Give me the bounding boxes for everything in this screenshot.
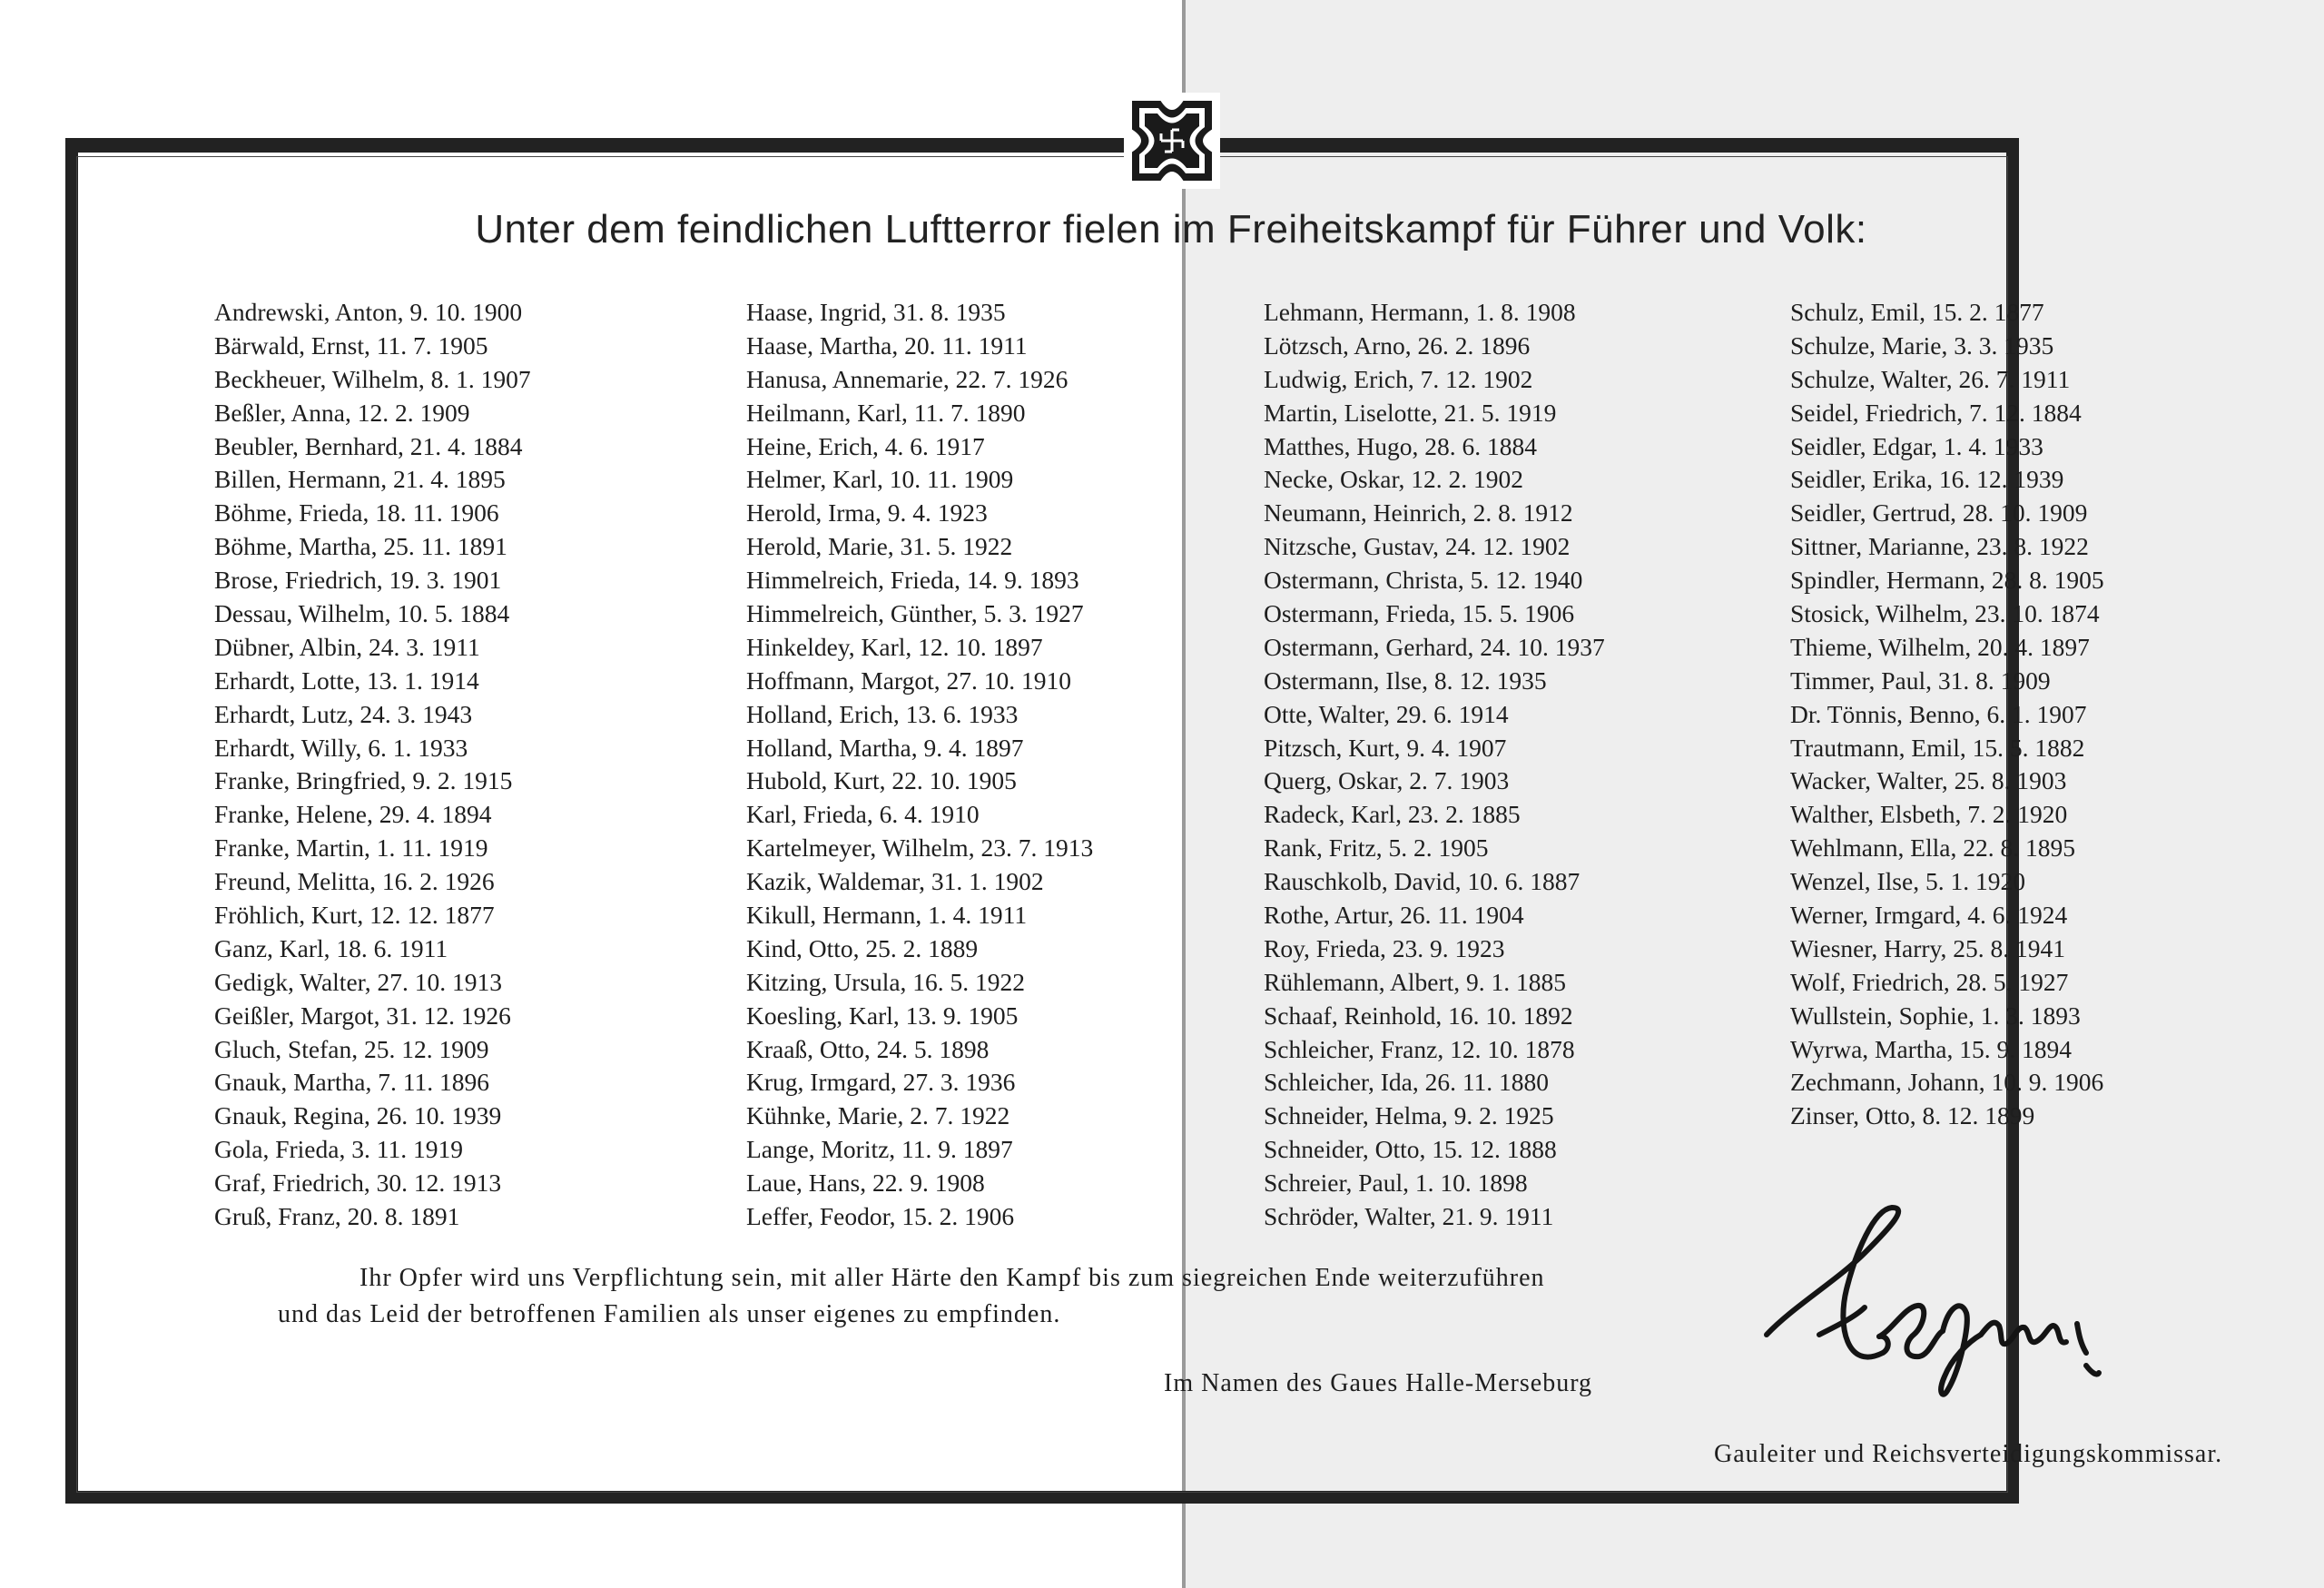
closing-text-line-1: Ihr Opfer wird uns Verpflichtung sein, mit aller Härte den Kampf bis zum siegreichen Ende weiterzuführen xyxy=(359,1264,1545,1292)
list-item: Heilmann, Karl, 11. 7. 1890 xyxy=(746,398,1026,427)
list-item: Laue, Hans, 22. 9. 1908 xyxy=(746,1169,985,1198)
list-item: Spindler, Hermann, 28. 8. 1905 xyxy=(1790,566,2104,595)
list-item: Pitzsch, Kurt, 9. 4. 1907 xyxy=(1264,733,1507,762)
list-item: Wacker, Walter, 25. 8. 1903 xyxy=(1790,766,2067,795)
list-item: Zechmann, Johann, 10. 9. 1906 xyxy=(1790,1068,2104,1097)
list-item: Kikull, Hermann, 1. 4. 1911 xyxy=(746,901,1028,930)
list-item: Ostermann, Frieda, 15. 5. 1906 xyxy=(1264,599,1575,628)
list-item: Gnauk, Regina, 26. 10. 1939 xyxy=(214,1101,502,1130)
list-item: Ostermann, Ilse, 8. 12. 1935 xyxy=(1264,666,1547,695)
list-item: Böhme, Frieda, 18. 11. 1906 xyxy=(214,498,499,528)
name-column-4 xyxy=(1790,296,2104,1133)
page-title: Unter dem feindlichen Luftterror fielen im Freiheitskampf für Führer und Volk: xyxy=(475,207,1867,252)
list-item: Hubold, Kurt, 22. 10. 1905 xyxy=(746,766,1017,795)
list-item: Karl, Frieda, 6. 4. 1910 xyxy=(746,800,980,829)
list-item: Rauschkolb, David, 10. 6. 1887 xyxy=(1264,867,1581,896)
list-item: Bärwald, Ernst, 11. 7. 1905 xyxy=(214,330,488,360)
list-item: Ostermann, Gerhard, 24. 10. 1937 xyxy=(1264,632,1605,661)
list-item: Nitzsche, Gustav, 24. 12. 1902 xyxy=(1264,532,1571,561)
list-item: Franke, Bringfried, 9. 2. 1915 xyxy=(214,766,513,795)
list-item: Rothe, Artur, 26. 11. 1904 xyxy=(1264,901,1524,930)
list-item: Herold, Marie, 31. 5. 1922 xyxy=(746,532,1013,561)
list-item: Leffer, Feodor, 15. 2. 1906 xyxy=(746,1202,1015,1231)
list-item: Hinkeldey, Karl, 12. 10. 1897 xyxy=(746,632,1043,661)
list-item: Dübner, Albin, 24. 3. 1911 xyxy=(214,632,480,661)
list-item: Martin, Liselotte, 21. 5. 1919 xyxy=(1264,398,1557,427)
list-item: Gluch, Stefan, 25. 12. 1909 xyxy=(214,1034,489,1063)
list-item: Gola, Frieda, 3. 11. 1919 xyxy=(214,1135,463,1164)
name-column-3 xyxy=(1264,296,1605,1234)
list-item: Schulze, Walter, 26. 7. 1911 xyxy=(1790,364,2071,393)
list-item: Schulz, Emil, 15. 2. 1877 xyxy=(1790,298,2044,326)
list-item: Erhardt, Lutz, 24. 3. 1943 xyxy=(214,699,473,728)
list-item: Trautmann, Emil, 15. 5. 1882 xyxy=(1790,733,2085,762)
list-item: Wyrwa, Martha, 15. 9. 1894 xyxy=(1790,1034,2072,1063)
list-item: Kühnke, Marie, 2. 7. 1922 xyxy=(746,1101,1010,1130)
list-item: Hoffmann, Margot, 27. 10. 1910 xyxy=(746,666,1071,695)
list-item: Schaaf, Reinhold, 16. 10. 1892 xyxy=(1264,1001,1573,1030)
list-item: Herold, Irma, 9. 4. 1923 xyxy=(746,498,988,528)
list-item: Gruß, Franz, 20. 8. 1891 xyxy=(214,1202,460,1231)
list-item: Ganz, Karl, 18. 6. 1911 xyxy=(214,933,448,962)
list-item: Werner, Irmgard, 4. 6. 1924 xyxy=(1790,901,2068,930)
list-item: Freund, Melitta, 16. 2. 1926 xyxy=(214,867,495,896)
list-item: Gedigk, Walter, 27. 10. 1913 xyxy=(214,967,502,996)
list-item: Kitzing, Ursula, 16. 5. 1922 xyxy=(746,967,1026,996)
list-item: Ostermann, Christa, 5. 12. 1940 xyxy=(1264,566,1583,595)
list-item: Walther, Elsbeth, 7. 2. 1920 xyxy=(1790,800,2068,829)
list-item: Heine, Erich, 4. 6. 1917 xyxy=(746,431,985,460)
list-item: Franke, Helene, 29. 4. 1894 xyxy=(214,800,492,829)
list-item: Franke, Martin, 1. 11. 1919 xyxy=(214,833,488,863)
closing-text-line-2: und das Leid der betroffenen Familien als unser eigenes zu empfinden. xyxy=(278,1300,1061,1328)
list-item: Schneider, Otto, 15. 12. 1888 xyxy=(1264,1135,1557,1164)
list-item: Holland, Martha, 9. 4. 1897 xyxy=(746,733,1024,762)
list-item: Wullstein, Sophie, 1. 3. 1893 xyxy=(1790,1001,2081,1030)
list-item: Schreier, Paul, 1. 10. 1898 xyxy=(1264,1169,1528,1198)
list-item: Billen, Hermann, 21. 4. 1895 xyxy=(214,465,506,494)
list-item: Dr. Tönnis, Benno, 6. 1. 1907 xyxy=(1790,699,2087,728)
list-item: Himmelreich, Günther, 5. 3. 1927 xyxy=(746,599,1084,628)
name-column-1 xyxy=(214,296,531,1234)
list-item: Kartelmeyer, Wilhelm, 23. 7. 1913 xyxy=(746,833,1094,863)
list-item: Neumann, Heinrich, 2. 8. 1912 xyxy=(1264,498,1573,528)
list-item: Gnauk, Martha, 7. 11. 1896 xyxy=(214,1068,489,1097)
list-item: Roy, Frieda, 23. 9. 1923 xyxy=(1264,933,1505,962)
list-item: Radeck, Karl, 23. 2. 1885 xyxy=(1264,800,1521,829)
list-item: Himmelreich, Frieda, 14. 9. 1893 xyxy=(746,566,1079,595)
list-item: Krug, Irmgard, 27. 3. 1936 xyxy=(746,1068,1016,1097)
list-item: Beckheuer, Wilhelm, 8. 1. 1907 xyxy=(214,364,531,393)
list-item: Koesling, Karl, 13. 9. 1905 xyxy=(746,1001,1019,1030)
handwritten-signature xyxy=(1710,1198,2110,1416)
list-item: Lötzsch, Arno, 26. 2. 1896 xyxy=(1264,330,1531,360)
list-item: Timmer, Paul, 31. 8. 1909 xyxy=(1790,666,2051,695)
list-item: Lange, Moritz, 11. 9. 1897 xyxy=(746,1135,1013,1164)
list-item: Hanusa, Annemarie, 22. 7. 1926 xyxy=(746,364,1068,393)
list-item: Brose, Friedrich, 19. 3. 1901 xyxy=(214,566,502,595)
list-item: Wenzel, Ilse, 5. 1. 1920 xyxy=(1790,867,2025,896)
list-item: Erhardt, Lotte, 13. 1. 1914 xyxy=(214,666,479,695)
list-item: Seidel, Friedrich, 7. 12. 1884 xyxy=(1790,398,2082,427)
list-item: Beßler, Anna, 12. 2. 1909 xyxy=(214,398,470,427)
list-item: Geißler, Margot, 31. 12. 1926 xyxy=(214,1001,511,1030)
list-item: Wolf, Friedrich, 28. 5. 1927 xyxy=(1790,967,2069,996)
list-item: Kind, Otto, 25. 2. 1889 xyxy=(746,933,979,962)
list-item: Holland, Erich, 13. 6. 1933 xyxy=(746,699,1019,728)
gau-line: Im Namen des Gaues Halle-Merseburg xyxy=(1164,1369,1593,1397)
list-item: Andrewski, Anton, 9. 10. 1900 xyxy=(214,298,523,326)
list-item: Kazik, Waldemar, 31. 1. 1902 xyxy=(746,867,1044,896)
list-item: Helmer, Karl, 10. 11. 1909 xyxy=(746,465,1014,494)
list-item: Rank, Fritz, 5. 2. 1905 xyxy=(1264,833,1489,863)
list-item: Stosick, Wilhelm, 23. 10. 1874 xyxy=(1790,599,2100,628)
list-item: Fröhlich, Kurt, 12. 12. 1877 xyxy=(214,901,495,930)
list-item: Ludwig, Erich, 7. 12. 1902 xyxy=(1264,364,1533,393)
list-item: Beubler, Bernhard, 21. 4. 1884 xyxy=(214,431,523,460)
list-item: Schleicher, Franz, 12. 10. 1878 xyxy=(1264,1034,1575,1063)
list-item: Wiesner, Harry, 25. 8. 1941 xyxy=(1790,933,2066,962)
list-item: Schleicher, Ida, 26. 11. 1880 xyxy=(1264,1068,1550,1097)
list-item: Kraaß, Otto, 24. 5. 1898 xyxy=(746,1034,990,1063)
name-column-2 xyxy=(746,296,1093,1234)
signer-title: Gauleiter und Reichsverteidigungskommissar. xyxy=(1714,1440,2223,1468)
list-item: Schröder, Walter, 21. 9. 1911 xyxy=(1264,1202,1554,1231)
list-item: Wehlmann, Ella, 22. 8. 1895 xyxy=(1790,833,2075,863)
list-item: Seidler, Gertrud, 28. 10. 1909 xyxy=(1790,498,2088,528)
list-item: Seidler, Erika, 16. 12. 1939 xyxy=(1790,465,2064,494)
list-item: Thieme, Wilhelm, 20. 4. 1897 xyxy=(1790,632,2090,661)
list-item: Haase, Martha, 20. 11. 1911 xyxy=(746,330,1028,360)
list-item: Haase, Ingrid, 31. 8. 1935 xyxy=(746,298,1006,326)
list-item: Erhardt, Willy, 6. 1. 1933 xyxy=(214,733,468,762)
list-item: Otte, Walter, 29. 6. 1914 xyxy=(1264,699,1509,728)
list-item: Zinser, Otto, 8. 12. 1899 xyxy=(1790,1101,2035,1130)
list-item: Seidler, Edgar, 1. 4. 1933 xyxy=(1790,431,2043,460)
list-item: Graf, Friedrich, 30. 12. 1913 xyxy=(214,1169,502,1198)
list-item: Sittner, Marianne, 23. 8. 1922 xyxy=(1790,532,2089,561)
list-item: Lehmann, Hermann, 1. 8. 1908 xyxy=(1264,298,1576,326)
list-item: Dessau, Wilhelm, 10. 5. 1884 xyxy=(214,599,510,628)
list-item: Querg, Oskar, 2. 7. 1903 xyxy=(1264,766,1510,795)
iron-cross-icon xyxy=(1124,93,1220,189)
list-item: Schulze, Marie, 3. 3. 1935 xyxy=(1790,330,2054,360)
list-item: Böhme, Martha, 25. 11. 1891 xyxy=(214,532,507,561)
list-item: Matthes, Hugo, 28. 6. 1884 xyxy=(1264,431,1537,460)
list-item: Necke, Oskar, 12. 2. 1902 xyxy=(1264,465,1524,494)
list-item: Schneider, Helma, 9. 2. 1925 xyxy=(1264,1101,1554,1130)
list-item: Rühlemann, Albert, 9. 1. 1885 xyxy=(1264,967,1567,996)
